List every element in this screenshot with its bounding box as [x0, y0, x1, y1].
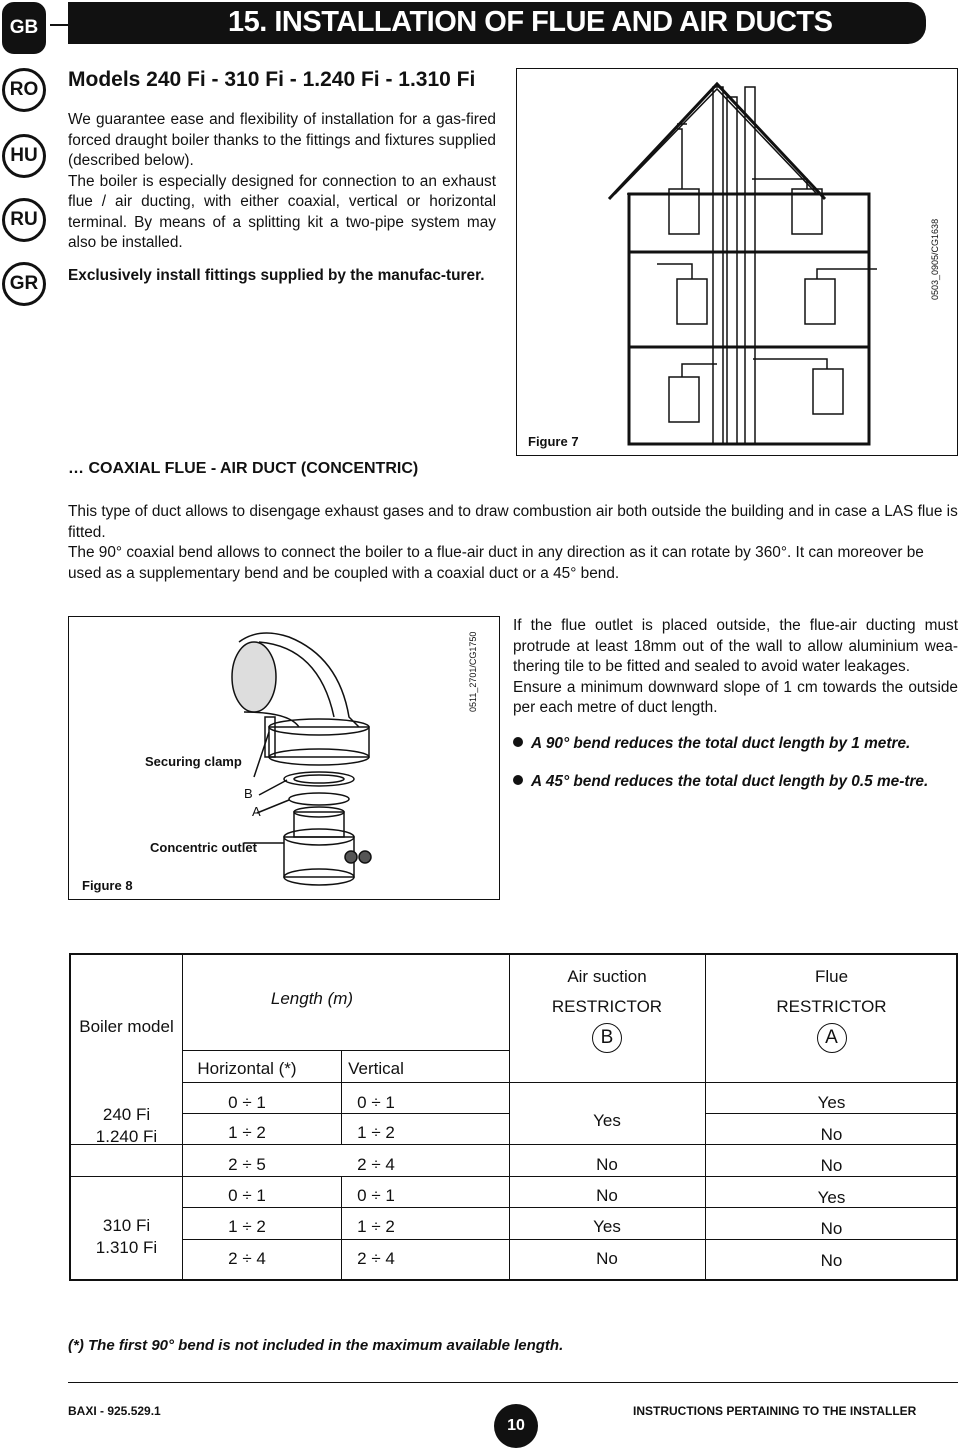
- figure-7-code: 0503_0905/CG1638: [930, 218, 940, 300]
- boiler-model-header: Boiler model: [79, 1017, 174, 1036]
- air-letter: [509, 1023, 705, 1053]
- flue-header: Flue: [814, 967, 849, 986]
- manufacturer-note: Exclusively install fittings supplied by the manufac-turer.: [68, 267, 485, 284]
- figure-8-frame: [68, 616, 500, 900]
- restrictor-b-label: B: [244, 786, 253, 801]
- row4-air: No: [596, 1186, 618, 1205]
- row6-air: No: [596, 1249, 618, 1268]
- vertical-header: Vertical: [348, 1059, 404, 1078]
- restrictor-a-circle: A: [817, 1023, 847, 1053]
- intro-paragraph-2: The boiler is especially designed for connection to an exhaust flue / air ducting, with either coaxial, vertical or horizontal terminal. By means of a splitting kit a two-pipe system may also be installed.: [68, 172, 496, 251]
- section-text: [68, 502, 958, 584]
- restrictor-table: [69, 953, 958, 1281]
- table-footnote: (*) The first 90° bend is not included in the maximum available length.: [68, 1337, 564, 1354]
- securing-clamp-label: Securing clamp: [145, 754, 242, 769]
- restrictor-a-label: A: [252, 804, 261, 819]
- header-rule: [50, 24, 68, 26]
- bullet-45-text: A 45° bend reduces the total duct length by 0.5 me-tre.: [531, 773, 929, 790]
- page-number: 10: [494, 1404, 538, 1448]
- bullet-45-bend: [513, 772, 958, 793]
- row4-horizontal: 0 ÷ 1: [228, 1186, 266, 1205]
- footer-document-code: BAXI - 925.529.1: [68, 1404, 161, 1418]
- row3-horizontal: 2 ÷ 5: [228, 1155, 266, 1174]
- figure-8-label: Figure 8: [82, 878, 133, 893]
- models-heading: Models 240 Fi - 310 Fi - 1.240 Fi - 1.310 Fi: [68, 68, 476, 91]
- row3-flue: No: [820, 1156, 843, 1175]
- coaxial-bend-diagram: [69, 617, 499, 899]
- row1-air: Yes: [593, 1111, 621, 1130]
- row2-flue: No: [820, 1125, 843, 1144]
- row3-air: No: [596, 1155, 618, 1174]
- house-flue-diagram: [517, 69, 957, 455]
- page-title: 15. INSTALLATION OF FLUE AND AIR DUCTS: [228, 6, 833, 38]
- row2-vertical: 1 ÷ 2: [357, 1123, 395, 1142]
- air-restrictor-header: RESTRICTOR: [551, 997, 663, 1016]
- lang-tab-hu: HU: [2, 134, 46, 178]
- row4-flue: Yes: [817, 1188, 846, 1207]
- intro-text: [68, 110, 496, 254]
- row5-air: Yes: [593, 1217, 621, 1236]
- footer-rule: [68, 1382, 958, 1383]
- outlet-paragraph-2: Ensure a minimum downward slope of 1 cm towards the outside per each metre of duct length.: [513, 678, 958, 716]
- row5-flue: No: [820, 1219, 843, 1238]
- outlet-paragraph-1: If the flue outlet is placed outside, the flue-air ducting must protrude at least 18mm out of the wall to allow aluminium wea-thering tile to be fitted and sealed to avoid water leakages.: [513, 617, 958, 675]
- bullet-90-bend: [513, 734, 958, 755]
- bullet-90-text: A 90° bend reduces the total duct length by 1 metre.: [531, 735, 911, 752]
- row1-horizontal: 0 ÷ 1: [228, 1093, 266, 1112]
- row3-vertical: 2 ÷ 4: [357, 1155, 395, 1174]
- flue-restrictor-header: RESTRICTOR: [776, 997, 887, 1016]
- group1-model: 240 Fi 1.240 Fi: [95, 1105, 158, 1146]
- flue-letter: [705, 1023, 958, 1053]
- restrictor-b-circle: B: [592, 1023, 622, 1053]
- intro-paragraph-1: We guarantee ease and flexibility of installation for a gas-fired forced draught boiler thanks to the fittings and fixtures supplied (described below).: [68, 111, 496, 169]
- horizontal-header: Horizontal (*): [197, 1059, 297, 1078]
- row5-horizontal: 1 ÷ 2: [228, 1217, 266, 1236]
- lang-tab-ro: RO: [2, 68, 46, 112]
- length-header: Length (m): [270, 989, 354, 1008]
- row5-vertical: 1 ÷ 2: [357, 1217, 395, 1236]
- row6-horizontal: 2 ÷ 4: [228, 1249, 266, 1268]
- row4-vertical: 0 ÷ 1: [357, 1186, 395, 1205]
- lang-tab-gr: GR: [2, 262, 46, 306]
- row1-flue: Yes: [817, 1093, 846, 1112]
- section-heading: … COAXIAL FLUE - AIR DUCT (CONCENTRIC): [68, 460, 419, 477]
- section-paragraph-2: The 90° coaxial bend allows to connect the boiler to a flue-air duct in any direction as it can rotate by 360°. It can moreover be used as a supplementary bend and be coupled with a coaxial duct or a 45° bend.: [68, 544, 924, 582]
- figure-7-label: Figure 7: [528, 434, 579, 449]
- bullet-dot-icon: [513, 737, 523, 747]
- outlet-instructions: [513, 616, 958, 719]
- lang-tab-gb: GB: [2, 2, 46, 54]
- group2-model: 310 Fi 1.310 Fi: [95, 1216, 158, 1257]
- footer-section-title: INSTRUCTIONS PERTAINING TO THE INSTALLER: [633, 1404, 917, 1418]
- bullet-dot-icon: [513, 775, 523, 785]
- row2-horizontal: 1 ÷ 2: [228, 1123, 266, 1142]
- figure-7-frame: [516, 68, 958, 456]
- row6-flue: No: [820, 1251, 843, 1270]
- section-paragraph-1: This type of duct allows to disengage exhaust gases and to draw combustion air both outside the building and in case a LAS flue is fitted.: [68, 503, 958, 541]
- row1-vertical: 0 ÷ 1: [357, 1093, 395, 1112]
- air-suction-header: Air suction: [567, 967, 647, 986]
- figure-8-code: 0511_2701/CG1750: [468, 631, 478, 712]
- concentric-outlet-label: Concentric outlet: [150, 840, 257, 855]
- row6-vertical: 2 ÷ 4: [357, 1249, 395, 1268]
- lang-tab-ru: RU: [2, 198, 46, 242]
